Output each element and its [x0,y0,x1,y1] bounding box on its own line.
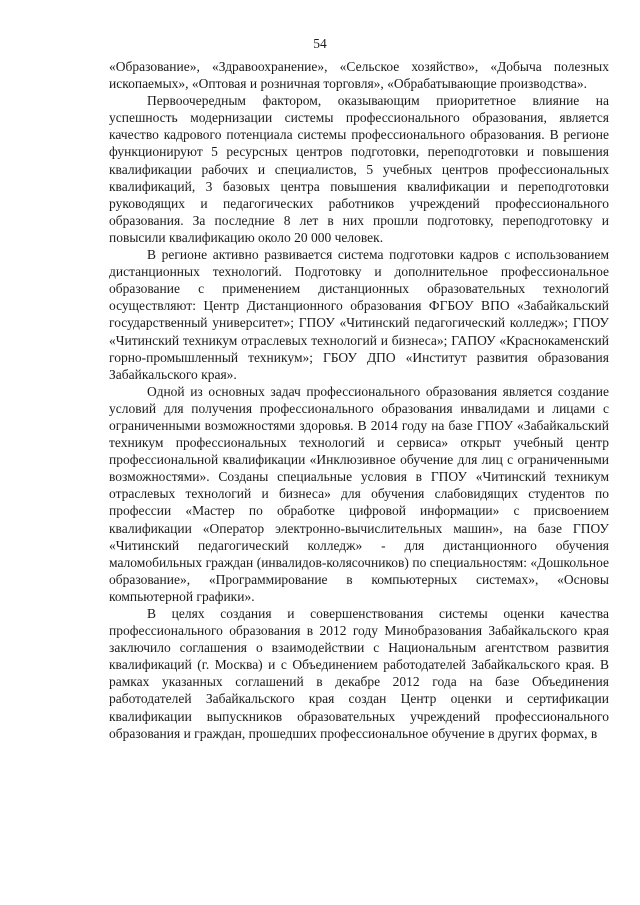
paragraph-distance-learning: В регионе активно развивается система подготовки кадров с использованием дистанционных технологий. Подготовку и дополнительное профессиональное образование с применением дистанционных образовательных технологий осуществляют: Центр Дистанционного образования ФГБОУ ВПО «Забайкальский государственный университет»; ГПОУ «Читинский педагогический колледж»; ГПОУ «Читинский техникум отраслевых технологий и бизнеса»; ГАПОУ «Краснокаменский горно-промышленный техникум»; ГБОУ ДПО «Институт развития образования Забайкальского края». [109,247,609,382]
page-number: 54 [313,36,327,51]
paragraph-continuation: «Образование», «Здравоохранение», «Сельское хозяйство», «Добыча полезных ископаемых», «Оптовая и розничная торговля», «Обрабатывающие производства». [109,59,609,92]
paragraph-inclusive-education: Одной из основных задач профессионального образования является создание условий для получения профессионального образования инвалидами и лицами с ограниченными возможностями здоровья. В 2014 году на базе ГПОУ «Забайкальский техникум профессиональных технологий и сервиса» открыт учебный центр профессиональной квалификации «Инклюзивное обучение для лиц с ограниченными возможностями». Созданы специальные условия в ГПОУ «Читинский техникум отраслевых технологий и бизнеса» для обучения слабовидящих студентов по профессии «Мастер по обработке цифровой информации» с присвоением квалификации «Оператор электронно-вычислительных машин», на базе ГПОУ «Читинский педагогический колледж» - для дистанционного обучения маломобильных граждан (инвалидов-колясочников) по специальностям: «Дошкольное образование», «Программирование в компьютерных системах», «Основы компьютерной графики». [109,383,609,604]
paragraph-staff-potential: Первоочередным фактором, оказывающим приоритетное влияние на успешность модернизации системы профессионального образования, является качество кадрового потенциала системы профессионального образования. В регионе функционируют 5 ресурсных центров подготовки, переподготовки и повышения квалификации рабочих и специалистов, 5 учебных центров профессиональных квалификаций, 3 базовых центра повышения квалификации и переподготовки руководящих и педагогических работников учреждений профессионального образования. За последние 8 лет в них прошли подготовку, переподготовку и повысили квалификацию около 20 000 человек. [109,93,609,245]
body-text [109,58,609,742]
paragraph-quality-assessment: В целях создания и совершенствования системы оценки качества профессионального образования в 2012 году Минобразования Забайкальского края заключило соглашения о взаимодействии с Национальным агентством развития квалификаций (г. Москва) и с Объединением работодателей Забайкальского края. В рамках указанных соглашений в декабре 2012 года на базе Объединения работодателей Забайкальского края создан Центр оценки и сертификации квалификации выпускников образовательных учреждений профессионального образования и граждан, прошедших профессиональное обучение в других формах, в [109,606,609,741]
